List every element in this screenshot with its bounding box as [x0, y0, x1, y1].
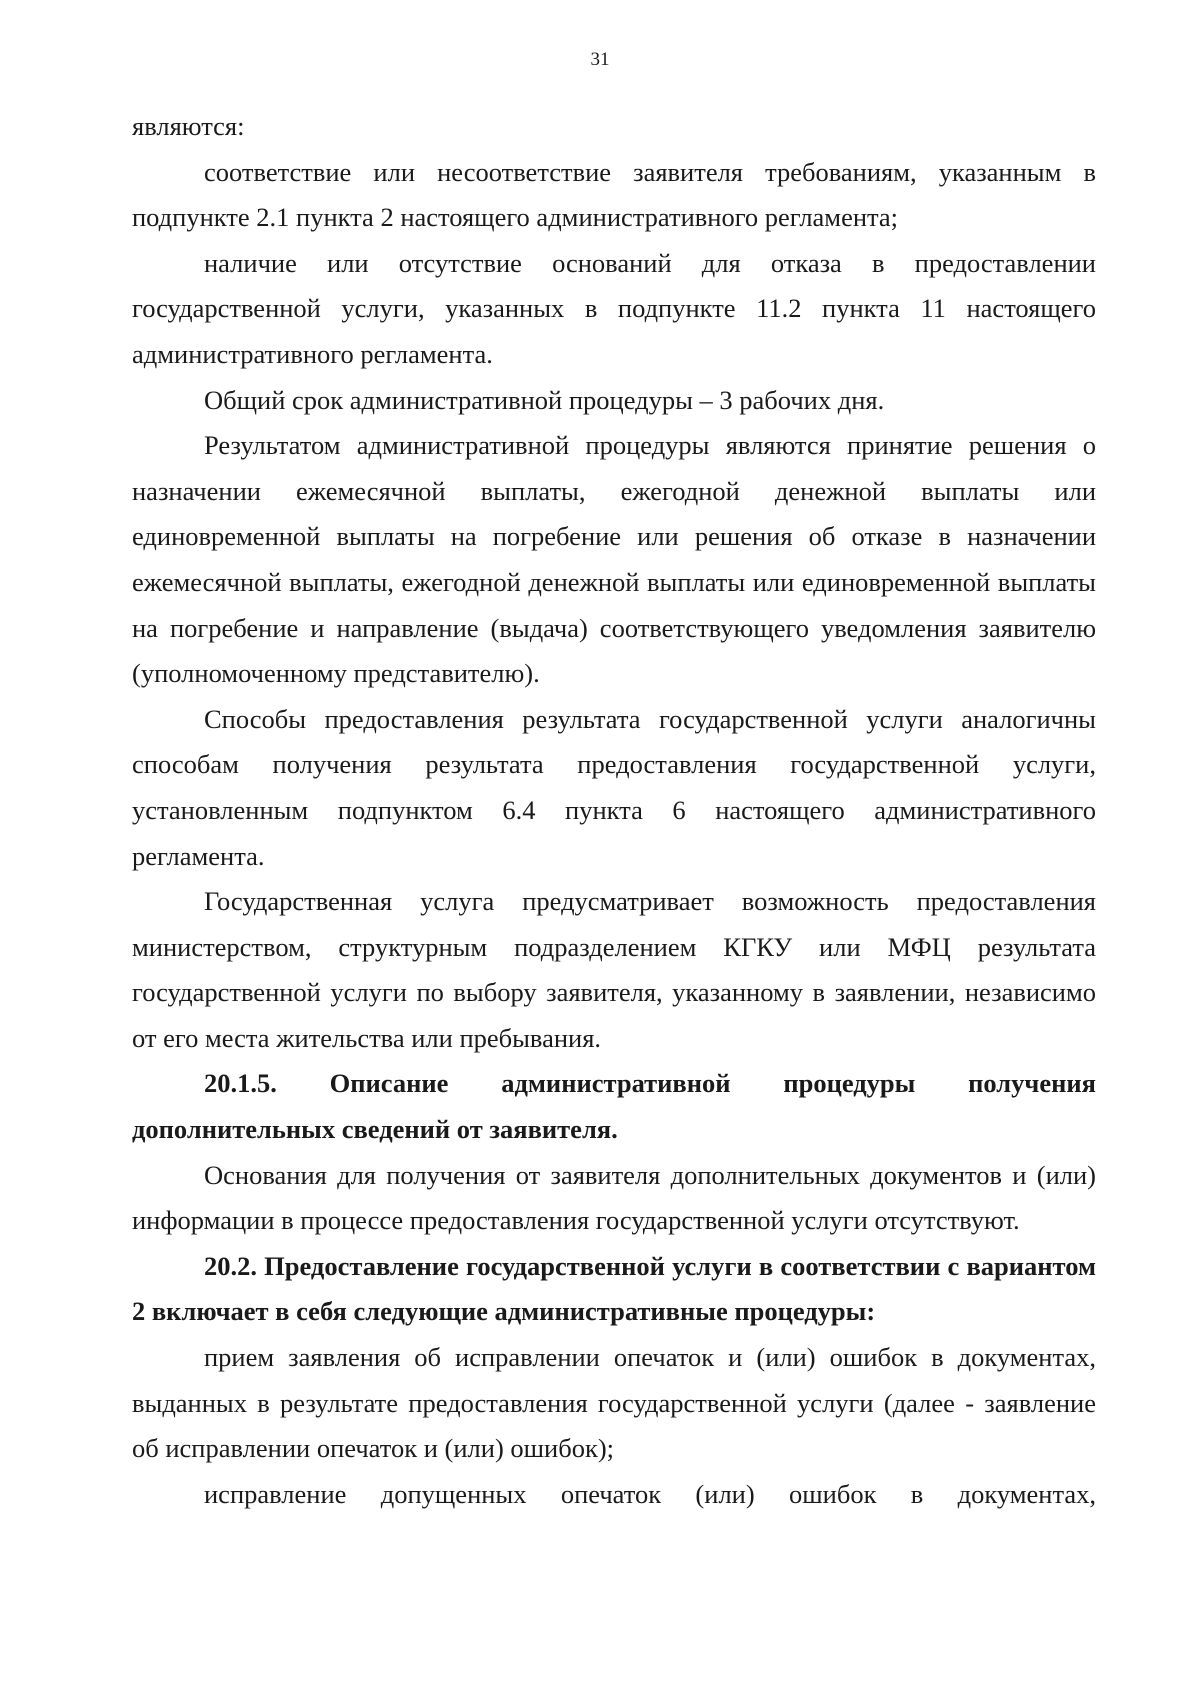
- section-heading-20-2: 20.2. Предоставление государственной услуги в соответствии с вариантом 2 включает в себя следующие административные процедуры:: [132, 1250, 1096, 1327]
- paragraph-continuation: являются:: [132, 111, 245, 141]
- section-heading-20-1-5: 20.1.5. Описание административной процедуры получения дополнительных сведений от заявителя.: [132, 1068, 1096, 1145]
- paragraph-additional-info: Основания для получения от заявителя дополнительных документов и (или) информации в процессе предоставления государственной услуги отсутствуют.: [132, 1159, 1096, 1236]
- paragraph-procedure-duration: Общий срок административной процедуры – 3 рабочих дня.: [204, 384, 885, 415]
- paragraph-result-delivery-methods: Способы предоставления результата государственной услуги аналогичны способам получения результата предоставления государственной услуги, установленным подпунктом 6.4 пункта 6 настоящего административного регламента.: [132, 703, 1096, 871]
- paragraph-result-delivery-options: Государственная услуга предусматривает возможность предоставления министерством, структурным подразделением КГКУ или МФЦ результата государственной услуги по выбору заявителя, указанному в заявлении, независимо от его места жительства или пребывания.: [132, 886, 1096, 1053]
- page-number: 31: [590, 49, 610, 70]
- paragraph-correction-request: прием заявления об исправлении опечаток и (или) ошибок в документах, выданных в результате предоставления государственной услуги (далее - заявление об исправлении опечаток и (или) ошибок);: [132, 1342, 1096, 1464]
- paragraph-correction-process: исправление допущенных опечаток (или) ошибок в документах,: [204, 1478, 1096, 1509]
- document-body: [132, 104, 1096, 1517]
- paragraph-refusal-grounds: наличие или отсутствие оснований для отказа в предоставлении государственной услуги, указанных в подпункте 11.2 пункта 11 настоящего административного регламента.: [132, 247, 1096, 369]
- paragraph-procedure-result: Результатом административной процедуры являются принятие решения о назначении ежемесячной выплаты, ежегодной денежной выплаты или единовременной выплаты на погребение или решения об отказе в назначении ежемесячной выплаты, ежегодной денежной выплаты или единовременной выплаты на погребение и направление (выдача) соответствующего уведомления заявителю (уполномоченному представителю).: [132, 430, 1096, 689]
- paragraph-requirements-compliance: соответствие или несоответствие заявителя требованиям, указанным в подпункте 2.1 пункта 2 настоящего административного регламента;: [132, 156, 1096, 233]
